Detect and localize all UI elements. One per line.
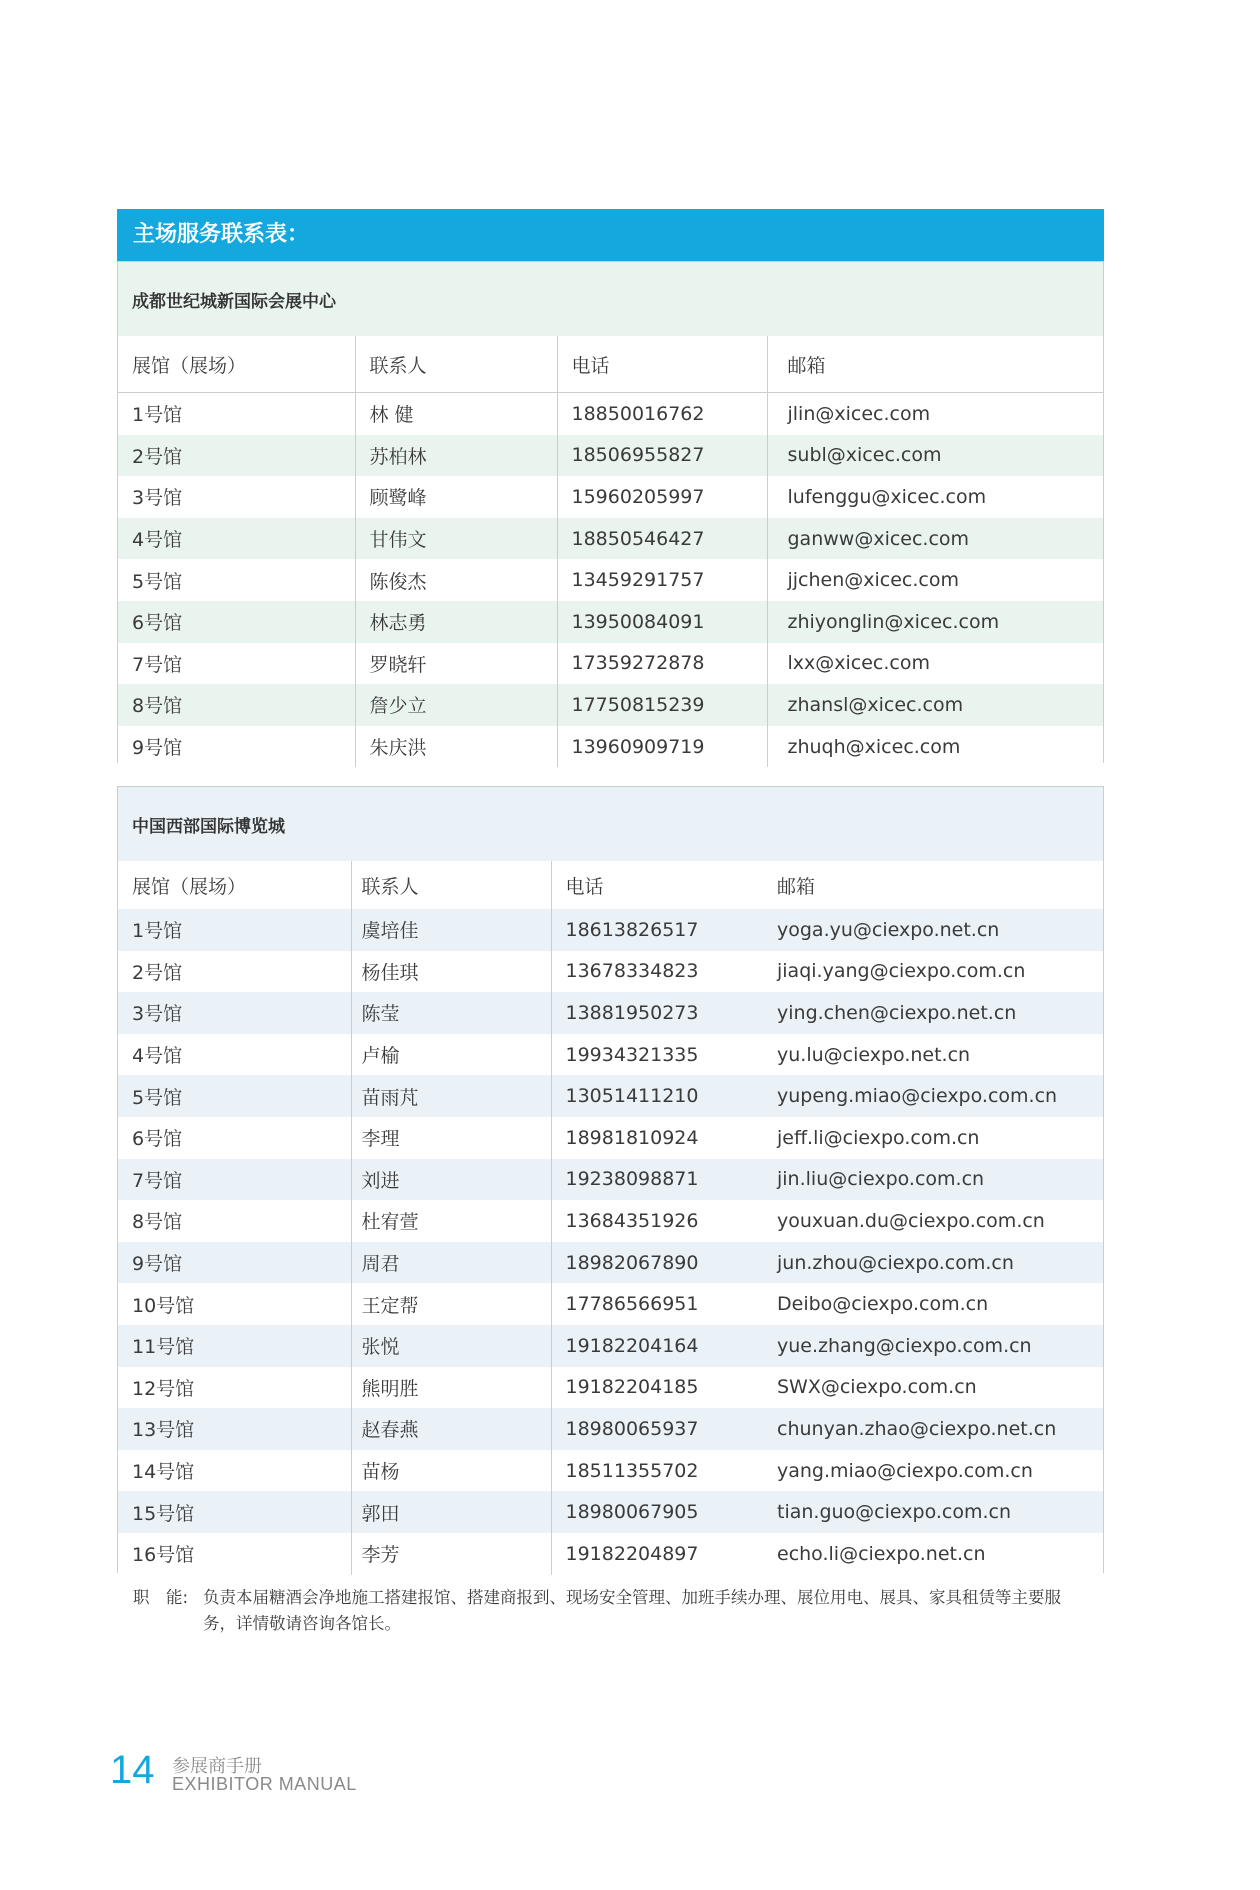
cell-phone: 18850546427 [557, 518, 767, 560]
cell-phone: 17359272878 [557, 643, 767, 685]
cell-contact: 周君 [351, 1242, 551, 1284]
header-phone: 电话 [565, 875, 604, 898]
cell-email: jeff.li@ciexpo.com.cn [763, 1117, 1103, 1159]
cell-contact: 苗杨 [351, 1450, 551, 1492]
note-text: 负责本届糖酒会净地施工搭建报馆、搭建商报到、现场安全管理、加班手续办理、展位用电、展具、家具租赁等主要服务，详情敬请咨询各馆长。 [203, 1588, 1061, 1633]
cell-email: lufenggu@xicec.com [767, 476, 1103, 518]
cell-email: tian.guo@ciexpo.com.cn [763, 1491, 1103, 1533]
cell-email: ganww@xicec.com [767, 518, 1103, 560]
cell-email: jun.zhou@ciexpo.com.cn [763, 1242, 1103, 1284]
cell-hall: 7号馆 [118, 643, 355, 685]
cell-email: chunyan.zhao@ciexpo.net.cn [763, 1408, 1103, 1450]
table-row [118, 1075, 1103, 1117]
cell-contact: 苗雨芃 [351, 1075, 551, 1117]
header-contact: 联系人 [351, 861, 551, 909]
cell-hall: 5号馆 [118, 1075, 351, 1117]
cell-email: yu.lu@ciexpo.net.cn [763, 1034, 1103, 1076]
cell-phone: 13950084091 [557, 601, 767, 643]
cell-phone: 17786566951 [551, 1283, 763, 1325]
cell-contact: 卢榆 [351, 1034, 551, 1076]
cell-hall: 2号馆 [118, 951, 351, 993]
cell-email: zhansl@xicec.com [767, 684, 1103, 726]
table-row [118, 1408, 1103, 1450]
table-row [118, 601, 1103, 643]
cell-phone: 13684351926 [551, 1200, 763, 1242]
table-row [118, 1034, 1103, 1076]
cell-contact: 陈俊杰 [355, 559, 557, 601]
note-label: 职 能: [133, 1588, 189, 1607]
section-title: 主场服务联系表： [117, 209, 1104, 261]
cell-hall: 11号馆 [118, 1325, 351, 1367]
table-row [118, 1117, 1103, 1159]
cell-contact: 杜宥萱 [351, 1200, 551, 1242]
cell-contact: 熊明胜 [351, 1367, 551, 1409]
cell-email: zhuqh@xicec.com [767, 726, 1103, 768]
cell-hall: 6号馆 [118, 1117, 351, 1159]
cell-phone: 19182204185 [551, 1367, 763, 1409]
table-row [118, 643, 1103, 685]
cell-contact: 杨佳琪 [351, 951, 551, 993]
cell-contact: 虞培佳 [351, 909, 551, 951]
cell-phone: 18980065937 [551, 1408, 763, 1450]
cell-phone: 18850016762 [557, 393, 767, 435]
cell-contact: 刘进 [351, 1159, 551, 1201]
table-row [118, 992, 1103, 1034]
cell-hall: 1号馆 [118, 393, 355, 435]
cell-hall: 13号馆 [118, 1408, 351, 1450]
cell-hall: 4号馆 [118, 1034, 351, 1076]
cell-phone: 17750815239 [557, 684, 767, 726]
table-row [118, 1325, 1103, 1367]
cell-email: echo.li@ciexpo.net.cn [763, 1533, 1103, 1575]
header-hall: 展馆（展场） [118, 336, 355, 393]
cell-phone: 18506955827 [557, 435, 767, 477]
cell-contact: 张悦 [351, 1325, 551, 1367]
cell-email: SWX@ciexpo.com.cn [763, 1367, 1103, 1409]
table-row [118, 559, 1103, 601]
cell-contact: 郭田 [351, 1491, 551, 1533]
header-email: 邮箱 [777, 875, 816, 898]
header-contact: 联系人 [355, 336, 557, 393]
cell-email: subl@xicec.com [767, 435, 1103, 477]
cell-phone: 13678334823 [551, 951, 763, 993]
header-phone: 电话 [557, 336, 767, 393]
cell-hall: 16号馆 [118, 1533, 351, 1575]
footer-title-en: EXHIBITOR MANUAL [172, 1774, 357, 1794]
table-row [118, 726, 1103, 768]
venue-name: 中国西部国际博览城 [118, 787, 1103, 861]
cell-hall: 1号馆 [118, 909, 351, 951]
footer-title-cn: 参展商手册 [172, 1756, 262, 1777]
cell-hall: 12号馆 [118, 1367, 351, 1409]
cell-hall: 3号馆 [118, 992, 351, 1034]
page-number: 14 [110, 1748, 155, 1792]
contact-table [118, 861, 1103, 1575]
cell-contact: 林 健 [355, 393, 557, 435]
table-row [118, 909, 1103, 951]
table-header-row [118, 336, 1103, 393]
cell-email: yupeng.miao@ciexpo.com.cn [763, 1075, 1103, 1117]
cell-email: ying.chen@ciexpo.net.cn [763, 992, 1103, 1034]
venue-table-2 [117, 786, 1104, 1573]
cell-hall: 7号馆 [118, 1159, 351, 1201]
cell-contact: 朱庆洪 [355, 726, 557, 768]
cell-phone: 13459291757 [557, 559, 767, 601]
cell-phone: 13960909719 [557, 726, 767, 768]
table-row [118, 1283, 1103, 1325]
cell-phone: 13881950273 [551, 992, 763, 1034]
cell-hall: 9号馆 [118, 1242, 351, 1284]
cell-contact: 顾鹭峰 [355, 476, 557, 518]
contact-table [118, 336, 1103, 767]
cell-email: jin.liu@ciexpo.com.cn [763, 1159, 1103, 1201]
table-row [118, 476, 1103, 518]
venue-name: 成都世纪城新国际会展中心 [118, 262, 1103, 336]
cell-hall: 3号馆 [118, 476, 355, 518]
cell-email: Deibo@ciexpo.com.cn [763, 1283, 1103, 1325]
table-row [118, 684, 1103, 726]
cell-email: jlin@xicec.com [767, 393, 1103, 435]
cell-contact: 罗晓轩 [355, 643, 557, 685]
table-header-row [118, 861, 1103, 909]
cell-email: jjchen@xicec.com [767, 559, 1103, 601]
cell-hall: 9号馆 [118, 726, 355, 768]
cell-contact: 苏柏林 [355, 435, 557, 477]
table-row [118, 1491, 1103, 1533]
table-row [118, 1367, 1103, 1409]
table-row [118, 435, 1103, 477]
cell-email: yoga.yu@ciexpo.net.cn [763, 909, 1103, 951]
table-row [118, 1450, 1103, 1492]
duty-note [133, 1585, 1063, 1637]
table-row [118, 393, 1103, 435]
cell-phone: 18981810924 [551, 1117, 763, 1159]
cell-hall: 15号馆 [118, 1491, 351, 1533]
header-email: 邮箱 [767, 336, 1103, 393]
table-row [118, 1159, 1103, 1201]
cell-contact: 林志勇 [355, 601, 557, 643]
cell-phone: 15960205997 [557, 476, 767, 518]
cell-contact: 陈莹 [351, 992, 551, 1034]
cell-contact: 詹少立 [355, 684, 557, 726]
cell-phone: 18980067905 [551, 1491, 763, 1533]
cell-email: yang.miao@ciexpo.com.cn [763, 1450, 1103, 1492]
table-row [118, 1533, 1103, 1575]
cell-hall: 6号馆 [118, 601, 355, 643]
cell-email: youxuan.du@ciexpo.com.cn [763, 1200, 1103, 1242]
cell-contact: 赵春燕 [351, 1408, 551, 1450]
cell-contact: 王定帮 [351, 1283, 551, 1325]
cell-phone: 19182204164 [551, 1325, 763, 1367]
cell-phone: 18613826517 [551, 909, 763, 951]
table-row [118, 1200, 1103, 1242]
cell-phone: 19934321335 [551, 1034, 763, 1076]
cell-hall: 14号馆 [118, 1450, 351, 1492]
table-row [118, 518, 1103, 560]
cell-contact: 李理 [351, 1117, 551, 1159]
cell-email: zhiyonglin@xicec.com [767, 601, 1103, 643]
cell-hall: 8号馆 [118, 684, 355, 726]
cell-phone: 18982067890 [551, 1242, 763, 1284]
cell-email: lxx@xicec.com [767, 643, 1103, 685]
table-row [118, 1242, 1103, 1284]
header-hall: 展馆（展场） [118, 861, 351, 909]
cell-phone: 19182204897 [551, 1533, 763, 1575]
cell-contact: 李芳 [351, 1533, 551, 1575]
cell-hall: 8号馆 [118, 1200, 351, 1242]
cell-phone: 18511355702 [551, 1450, 763, 1492]
cell-phone: 13051411210 [551, 1075, 763, 1117]
cell-phone: 19238098871 [551, 1159, 763, 1201]
cell-hall: 4号馆 [118, 518, 355, 560]
cell-hall: 2号馆 [118, 435, 355, 477]
cell-contact: 甘伟文 [355, 518, 557, 560]
table-row [118, 951, 1103, 993]
cell-hall: 10号馆 [118, 1283, 351, 1325]
cell-email: yue.zhang@ciexpo.com.cn [763, 1325, 1103, 1367]
cell-hall: 5号馆 [118, 559, 355, 601]
cell-email: jiaqi.yang@ciexpo.com.cn [763, 951, 1103, 993]
venue-table-1 [117, 261, 1104, 763]
